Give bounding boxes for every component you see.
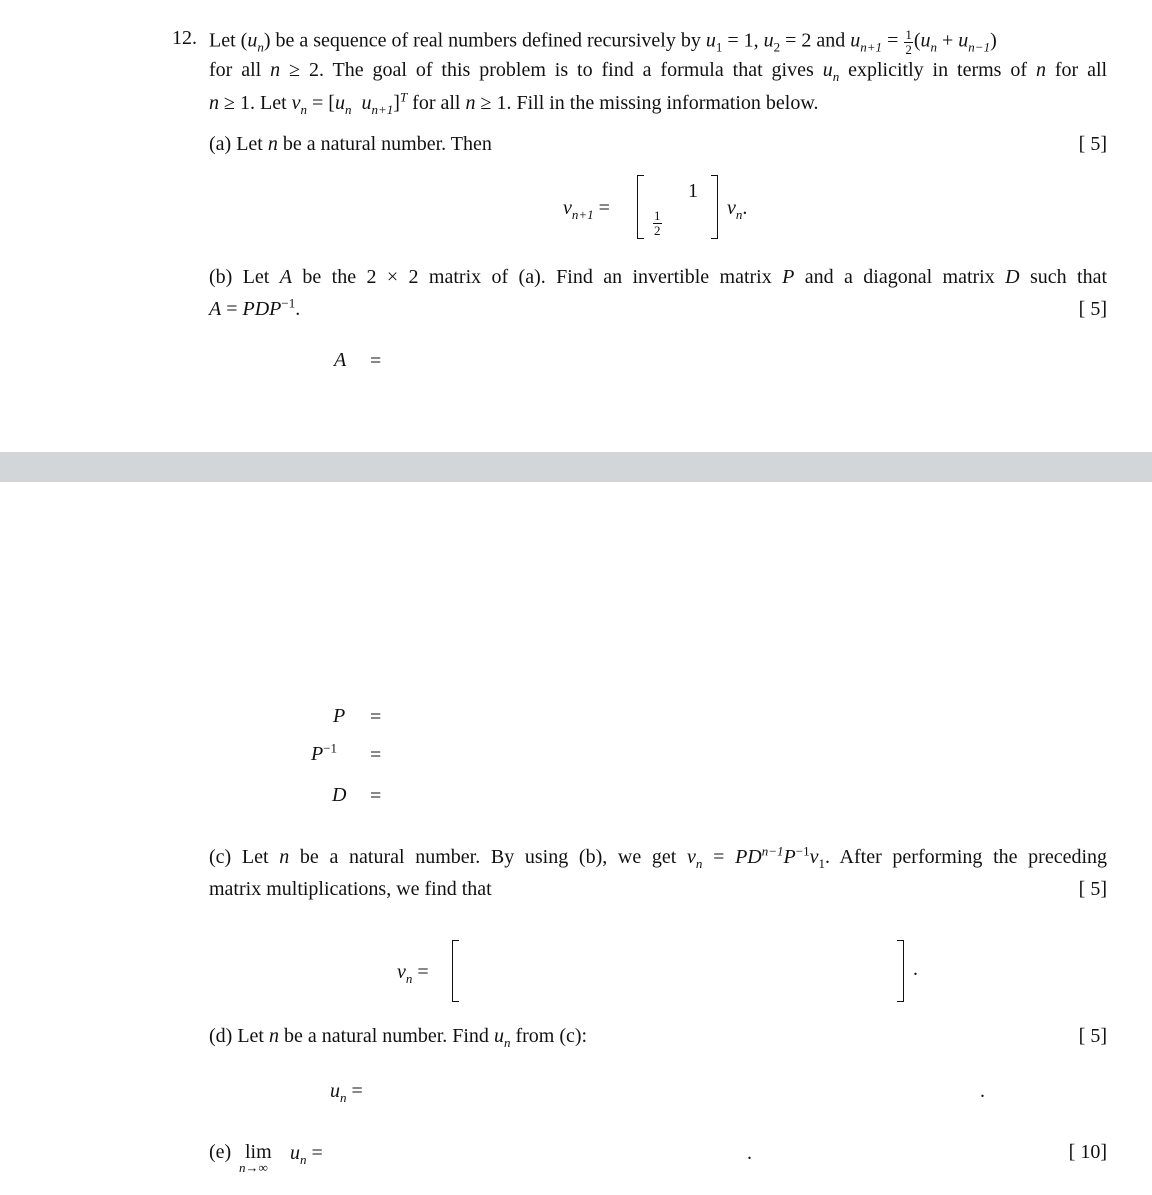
- half-fraction: $\frac{1}{2}$: [905, 27, 912, 57]
- eq-P: =: [370, 706, 382, 728]
- problem-line-3: n ≥ 1. Let $v_n = [u_n$ $u_{n+1}]^T$ for all n ≥ 1. Fill in the missing information below.: [209, 89, 819, 117]
- part-c-text-2: matrix multiplications, we find that: [209, 878, 492, 900]
- part-c-lhs: $v_n$ =: [397, 961, 429, 986]
- part-c-text: (c) Let n be a natural number. By using (b), we get $v_n = PD^{n-1}P^{-1}v_1$. After performing the preceding: [209, 843, 1108, 871]
- separator-band: [0, 452, 1152, 482]
- part-a-marks: [ 5]: [1078, 133, 1107, 155]
- part-d-text: (d) Let n be a natural number. Find $u_n$ from (c):: [209, 1025, 588, 1050]
- vn-period: .: [913, 958, 918, 980]
- part-b-text-2: $A = PDP^{-1}$.: [209, 295, 301, 320]
- part-a-lhs: $v_{n+1}$ =: [563, 197, 610, 222]
- vn-right-bracket: [897, 940, 904, 1002]
- eq-P-inverse: =: [370, 744, 382, 766]
- part-e-period: .: [747, 1142, 752, 1164]
- part-b-text: (b) Let A be the 2 × 2 matrix of (a). Find an invertible matrix P and a diagonal matrix D such that: [209, 266, 1108, 288]
- limit-subscript: n→∞: [239, 1160, 268, 1175]
- label-P-inverse: $P^{-1}$: [311, 740, 338, 765]
- part-e-label: (e): [209, 1141, 232, 1163]
- part-d-period: .: [980, 1080, 985, 1102]
- vn-left-bracket: [452, 940, 459, 1002]
- part-b-marks: [ 5]: [1078, 298, 1107, 320]
- eq-A: =: [370, 350, 382, 372]
- limit-operator: lim: [245, 1141, 272, 1163]
- matrix-a-right-bracket: [711, 175, 718, 239]
- part-d-lhs: $u_n$ =: [330, 1080, 363, 1105]
- matrix-a-entry-1-2: 1: [688, 180, 698, 202]
- problem-line-1: Let $(u_n)$ be a sequence of real numbers defined recursively by $u_1 = 1$, $u_2 = 2$ and $u_{n+1}$ = $\frac{1}{2}$ $(u_n + u_{n-1})$: [209, 27, 997, 57]
- label-A: A: [334, 349, 347, 371]
- part-a-text: (a) Let n be a natural number. Then: [209, 133, 492, 155]
- problem-number: 12.: [172, 27, 197, 49]
- part-a-rhs: $v_n$.: [727, 197, 748, 222]
- problem-line-2: for all n ≥ 2. The goal of this problem is to find a formula that gives $u_n$ explicitly in terms of n for all: [209, 59, 1108, 84]
- matrix-a-entry-2-1: $\frac{1}{2}$: [654, 208, 661, 238]
- matrix-a-left-bracket: [637, 175, 644, 239]
- label-D: D: [332, 784, 347, 806]
- eq-D: =: [370, 785, 382, 807]
- part-c-marks: [ 5]: [1078, 878, 1107, 900]
- label-P: P: [333, 705, 346, 727]
- part-e-marks: [ 10]: [1068, 1141, 1107, 1163]
- part-e-expr: $u_n$ =: [290, 1142, 323, 1167]
- part-d-marks: [ 5]: [1078, 1025, 1107, 1047]
